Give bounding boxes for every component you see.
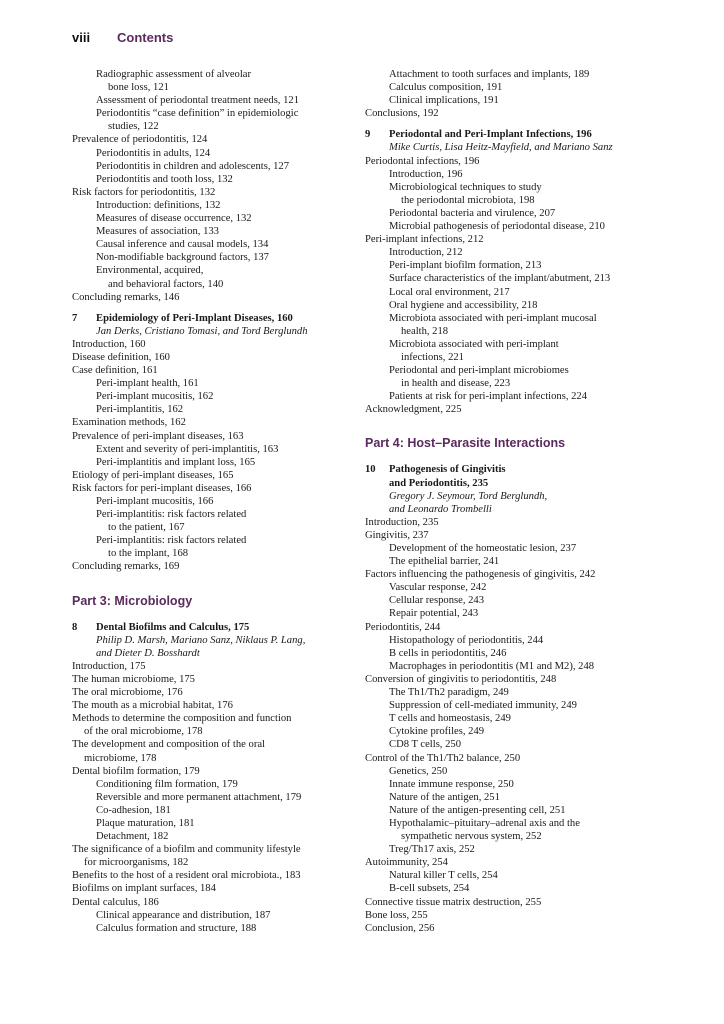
toc-entry: Peri-implant biofilm formation, 213 [389, 260, 542, 272]
toc-entry: Microbiota associated with peri-implant mucosal [389, 312, 597, 324]
toc-entry: CD8 T cells, 250 [389, 739, 461, 751]
toc-entry: Peri-implant mucositis, 162 [96, 391, 214, 403]
toc-entry: Extent and severity of peri-implantitis, 163 [96, 443, 279, 455]
chapter-heading [72, 312, 342, 325]
toc-entry: sympathetic nervous system, 252 [401, 831, 542, 843]
toc-entry: Peri-implant infections, 212 [365, 234, 484, 246]
toc-entry: Case definition, 161 [72, 365, 158, 377]
toc-entry: to the patient, 167 [108, 522, 185, 534]
chapter-authors: Philip D. Marsh, Mariano Sanz, Niklaus P. Lang, [96, 634, 306, 646]
toc-entry: Causal inference and causal models, 134 [96, 239, 269, 251]
toc-entry: Cytokine profiles, 249 [389, 726, 485, 738]
chapter-authors: Gregory J. Seymour, Tord Berglundh, [389, 490, 548, 502]
part-heading: Part 4: Host–Parasite Interactions [365, 436, 566, 451]
toc-entry: to the implant, 168 [108, 548, 189, 560]
toc-entry: Attachment to tooth surfaces and implants, 189 [389, 69, 590, 80]
toc-entry: Conclusion, 256 [365, 922, 435, 934]
toc-entry: Oral hygiene and accessibility, 218 [389, 299, 538, 311]
chapter-number: 8 [72, 621, 78, 633]
toc-entry: Periodontal infections, 196 [365, 155, 480, 167]
chapter-authors: Jan Derks, Cristiano Tomasi, and Tord Berglundh [96, 325, 308, 337]
chapter-heading [365, 128, 657, 141]
toc-entry: Dental calculus, 186 [72, 896, 159, 908]
toc-entry: Periodontitis in children and adolescents, 127 [96, 160, 290, 172]
toc-entry: Bone loss, 255 [365, 909, 428, 921]
toc-entry: Assessment of periodontal treatment needs, 121 [96, 95, 299, 107]
toc-entry: Plaque maturation, 181 [96, 817, 195, 829]
toc-entry: Periodontal and peri-implant microbiomes [389, 365, 569, 377]
toc-entry: Reversible and more permanent attachment, 179 [96, 791, 302, 803]
toc-entry: Macrophages in periodontitis (M1 and M2), 248 [389, 660, 595, 672]
toc-entry: Introduction, 175 [72, 660, 146, 672]
toc-entry: Treg/Th17 axis, 252 [389, 844, 475, 856]
toc-entry: Periodontitis, 244 [365, 621, 441, 633]
chapter-number: 9 [365, 129, 371, 141]
chapter-title: Periodontal and Peri-Implant Infections, 196 [389, 129, 592, 141]
toc-entry: Peri-implantitis: risk factors related [96, 535, 247, 547]
toc-entry: Periodontitis and tooth loss, 132 [96, 173, 233, 185]
chapter-authors: and Dieter D. Bosshardt [96, 647, 200, 659]
toc-entry: Vascular response, 242 [389, 582, 487, 594]
chapter-heading [365, 463, 657, 476]
toc-entry: The mouth as a microbial habitat, 176 [72, 700, 233, 712]
toc-entry: Microbial pathogenesis of periodontal disease, 210 [389, 221, 605, 233]
toc-entry: Cellular response, 243 [389, 595, 485, 607]
toc-left-column [72, 68, 342, 935]
toc-entry: Prevalence of peri-implant diseases, 163 [72, 430, 244, 442]
toc-entry: Etiology of peri-implant diseases, 165 [72, 469, 234, 481]
toc-entry: Hypothalamic–pituitary–adrenal axis and the [389, 817, 580, 829]
toc-entry: Risk factors for peri-implant diseases, 166 [72, 482, 252, 494]
toc-entry: Dental biofilm formation, 179 [72, 765, 200, 777]
chapter-title: Pathogenesis of Gingivitis [389, 464, 506, 476]
toc-entry: Nature of the antigen-presenting cell, 251 [389, 804, 566, 816]
toc-entry: health, 218 [401, 325, 449, 337]
toc-entry: Control of the Th1/Th2 balance, 250 [365, 752, 521, 764]
toc-entry: Peri-implant health, 161 [96, 378, 199, 390]
chapter-number: 10 [365, 464, 376, 476]
toc-entry: Conversion of gingivitis to periodontitis, 248 [365, 673, 557, 685]
toc-entry: Disease definition, 160 [72, 351, 170, 363]
toc-entry: Genetics, 250 [389, 765, 448, 777]
toc-entry: Connective tissue matrix destruction, 255 [365, 896, 542, 908]
toc-entry: Development of the homeostatic lesion, 237 [389, 543, 577, 554]
toc-entry: Concluding remarks, 146 [72, 291, 180, 303]
chapter-heading [72, 621, 342, 634]
toc-entry: The epithelial barrier, 241 [389, 556, 500, 568]
toc-entry: Factors influencing the pathogenesis of gingivitis, 242 [365, 569, 596, 581]
toc-entry: The Th1/Th2 paradigm, 249 [389, 687, 509, 699]
toc-entry: Calculus formation and structure, 188 [96, 922, 257, 934]
toc-entry: Nature of the antigen, 251 [389, 791, 500, 803]
toc-entry: Conclusions, 192 [365, 108, 439, 120]
toc-entry: Conditioning film formation, 179 [96, 778, 238, 790]
toc-entry: Periodontitis in adults, 124 [96, 147, 211, 159]
toc-entry: Natural killer T cells, 254 [389, 870, 498, 882]
toc-entry: Innate immune response, 250 [389, 778, 514, 790]
chapter-number: 7 [72, 312, 78, 324]
chapter-authors: and Leonardo Trombelli [389, 503, 492, 515]
toc-entry: Periodontal bacteria and virulence, 207 [389, 207, 556, 219]
toc-entry: and behavioral factors, 140 [108, 278, 224, 290]
toc-entry: Risk factors for periodontitis, 132 [72, 186, 216, 198]
toc-entry: T cells and homeostasis, 249 [389, 713, 511, 725]
toc-entry: microbiome, 178 [84, 752, 157, 764]
chapter-title: Epidemiology of Peri-Implant Diseases, 160 [96, 312, 293, 324]
toc-entry: Introduction, 160 [72, 338, 146, 350]
toc-entry: Acknowledgment, 225 [365, 404, 462, 416]
page-title: Contents [117, 30, 174, 45]
toc-entry: B-cell subsets, 254 [389, 883, 470, 895]
page-number: viii [72, 30, 91, 45]
toc-entry: Suppression of cell-mediated immunity, 249 [389, 700, 577, 712]
chapter-title-continued: and Periodontitis, 235 [389, 477, 489, 489]
toc-entry: Examination methods, 162 [72, 417, 186, 429]
toc-entry: Microbiological techniques to study [389, 181, 542, 193]
toc-entry: the periodontal microbiota, 198 [401, 194, 535, 206]
part-heading: Part 3: Microbiology [72, 593, 193, 608]
toc-entry: Prevalence of periodontitis, 124 [72, 134, 208, 146]
toc-entry: bone loss, 121 [108, 82, 169, 94]
toc-entry: Introduction, 212 [389, 247, 463, 259]
toc-entry: Peri-implantitis: risk factors related [96, 509, 247, 521]
toc-entry: of the oral microbiome, 178 [84, 726, 203, 738]
toc-entry: Introduction: definitions, 132 [96, 199, 221, 211]
toc-entry: Measures of disease occurrence, 132 [96, 213, 252, 225]
toc-entry: The development and composition of the oral [72, 739, 265, 751]
toc-entry: The significance of a biofilm and community lifestyle [72, 844, 301, 856]
toc-entry: Peri-implantitis, 162 [96, 404, 184, 416]
toc-entry: infections, 221 [401, 351, 464, 363]
toc-entry: Clinical implications, 191 [389, 95, 499, 107]
toc-entry: Local oral environment, 217 [389, 286, 510, 298]
toc-entry: Calculus composition, 191 [389, 82, 503, 94]
toc-entry: Introduction, 196 [389, 168, 463, 180]
toc-entry: Autoimmunity, 254 [365, 857, 448, 869]
toc-entry: Biofilms on implant surfaces, 184 [72, 883, 216, 895]
toc-entry: Repair potential, 243 [389, 608, 479, 620]
toc-entry: Periodontitis “case definition” in epidemiologic [96, 108, 299, 120]
chapter-title: Dental Biofilms and Calculus, 175 [96, 621, 250, 633]
toc-entry: Patients at risk for peri-implant infections, 224 [389, 391, 588, 403]
toc-entry: B cells in periodontitis, 246 [389, 647, 507, 659]
toc-entry: The human microbiome, 175 [72, 673, 195, 685]
toc-entry: Peri-implant mucositis, 166 [96, 496, 214, 507]
chapter-authors: Mike Curtis, Lisa Heitz-Mayfield, and Mariano Sanz [389, 142, 613, 154]
toc-entry: Environmental, acquired, [96, 265, 204, 277]
toc-entry: Concluding remarks, 169 [72, 561, 180, 573]
toc-entry: Microbiota associated with peri-implant [389, 338, 559, 350]
toc-entry: Histopathology of periodontitis, 244 [389, 634, 544, 646]
toc-entry: Measures of association, 133 [96, 226, 219, 238]
toc-entry: Co-adhesion, 181 [96, 804, 171, 816]
toc-entry: Methods to determine the composition and function [72, 713, 292, 725]
toc-entry: studies, 122 [108, 121, 159, 133]
toc-entry: Detachment, 182 [96, 831, 169, 843]
toc-entry: Gingivitis, 237 [365, 529, 429, 541]
toc-entry: in health and disease, 223 [401, 378, 511, 390]
toc-entry: for microorganisms, 182 [84, 857, 189, 869]
toc-entry: Radiographic assessment of alveolar [96, 69, 252, 80]
toc-entry: The oral microbiome, 176 [72, 687, 183, 699]
toc-entry: Peri-implantitis and implant loss, 165 [96, 456, 256, 468]
toc-entry: Benefits to the host of a resident oral microbiota., 183 [72, 870, 301, 882]
toc-entry: Non-modifiable background factors, 137 [96, 252, 269, 264]
toc-entry: Clinical appearance and distribution, 187 [96, 909, 271, 921]
toc-right-column [365, 68, 657, 935]
toc-entry: Surface characteristics of the implant/abutment, 213 [389, 273, 611, 285]
toc-entry: Introduction, 235 [365, 516, 439, 528]
